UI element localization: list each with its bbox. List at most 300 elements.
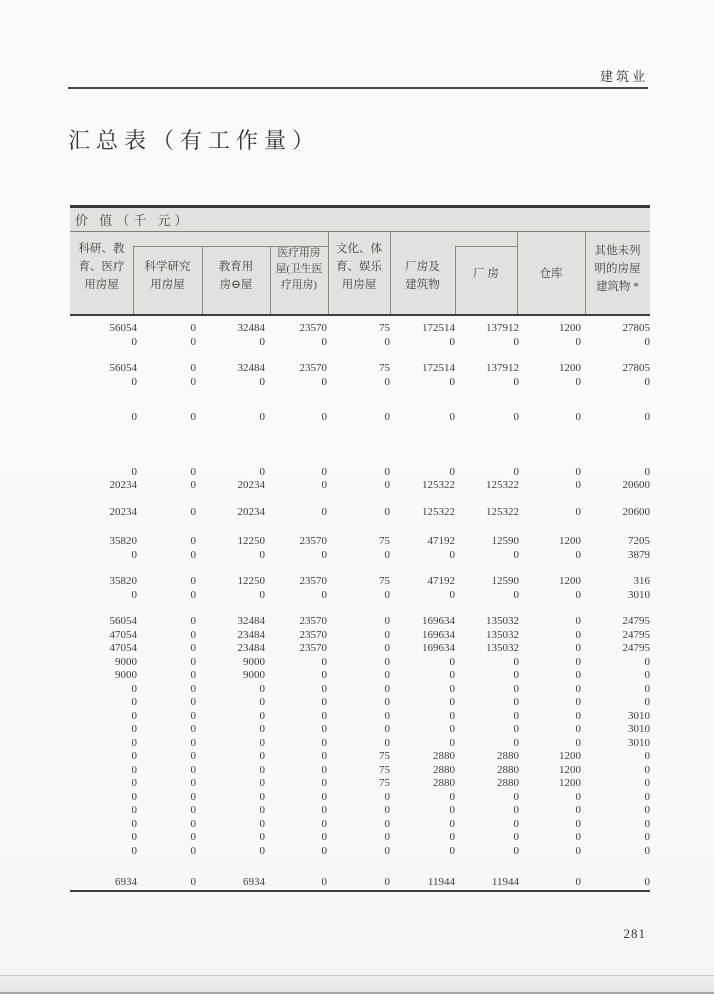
table-cell: 23570	[299, 642, 327, 654]
table-row	[70, 362, 650, 376]
page-number: 281	[623, 926, 646, 941]
table-row	[70, 466, 650, 480]
table-cell: 0	[513, 723, 519, 735]
table-cell: 0	[131, 588, 137, 601]
table-cell: 0	[131, 375, 137, 388]
table-cell: 0	[449, 723, 455, 735]
table-cell: 0	[513, 709, 519, 722]
table-row	[70, 411, 650, 425]
row-group	[70, 506, 650, 520]
table-cell: 12250	[237, 535, 265, 547]
table-cell: 47054	[109, 628, 137, 641]
table-cell: 0	[513, 411, 519, 423]
table-row	[70, 642, 650, 656]
column-header-line: 医疗用房	[277, 247, 321, 259]
table-cell: 0	[321, 736, 327, 749]
table-cell: 0	[190, 682, 196, 695]
table-cell: 0	[131, 465, 137, 478]
table-cell: 0	[321, 335, 327, 348]
table-cell: 0	[575, 615, 581, 627]
column-header-line: 科学研究	[144, 261, 191, 273]
column-header-line: 建筑物 *	[595, 281, 640, 293]
table-cell: 0	[321, 709, 327, 722]
column-header-8	[517, 265, 585, 283]
table-row	[70, 669, 650, 683]
table-cell: 0	[644, 844, 650, 857]
table-cell: 0	[131, 411, 137, 423]
table-row	[70, 683, 650, 697]
table-row	[70, 656, 650, 670]
table-cell: 0	[644, 817, 650, 830]
table-cell: 0	[259, 817, 265, 830]
table-row	[70, 696, 650, 710]
table-cell: 2880	[433, 750, 455, 762]
table-row	[70, 615, 650, 629]
table-cell: 20234	[237, 479, 265, 491]
table-cell: 0	[384, 335, 390, 348]
table-cell: 6934	[115, 876, 137, 888]
table-cell: 0	[321, 723, 327, 735]
column-header-line: 科研、教	[78, 243, 125, 255]
running-head-section-label: 建筑业	[599, 69, 648, 84]
row-group	[70, 322, 650, 349]
table-row	[70, 322, 650, 336]
table-cell: 47054	[109, 642, 137, 654]
table-cell: 75	[379, 750, 390, 762]
table-cell: 0	[575, 817, 581, 830]
table-cell: 24795	[622, 628, 650, 641]
table-cell: 0	[575, 831, 581, 843]
table-cell: 0	[190, 804, 196, 816]
table-cell: 0	[131, 709, 137, 722]
table-cell: 35820	[109, 575, 137, 587]
table-cell: 1200	[559, 763, 581, 776]
table-cell: 24795	[622, 615, 650, 627]
table-cell: 0	[384, 642, 390, 654]
table-cell: 3010	[628, 723, 650, 735]
table-cell: 75	[379, 362, 390, 374]
table-cell: 169634	[422, 615, 455, 627]
table-cell: 56054	[109, 322, 137, 334]
header-subgroup-topline	[455, 246, 517, 247]
row-group	[70, 411, 650, 425]
column-header-3	[202, 258, 270, 294]
table-cell: 0	[384, 723, 390, 735]
table-row	[70, 629, 650, 643]
table-cell: 0	[449, 709, 455, 722]
table-cell: 1200	[559, 750, 581, 762]
table-cell: 1200	[559, 777, 581, 789]
table-cell: 0	[575, 465, 581, 478]
table-cell: 2880	[433, 777, 455, 789]
table-cell: 0	[384, 790, 390, 803]
column-header-line: 屋(卫生医	[275, 263, 323, 275]
row-group	[70, 535, 650, 562]
column-header-line: 建筑物	[405, 279, 440, 291]
table-cell: 47192	[427, 535, 455, 547]
table-cell: 0	[384, 736, 390, 749]
table-cell: 9000	[243, 655, 265, 668]
table-row	[70, 336, 650, 350]
column-header-line: 仓库	[539, 268, 563, 280]
table-cell: 0	[190, 505, 196, 518]
table-cell: 1200	[559, 322, 581, 334]
table-cell: 0	[644, 655, 650, 668]
table-cell: 0	[190, 736, 196, 749]
table-cell: 0	[321, 655, 327, 668]
table-cell: 0	[575, 505, 581, 518]
table-cell: 0	[131, 844, 137, 857]
table-cell: 0	[384, 669, 390, 681]
column-header-5	[328, 240, 390, 294]
table-cell: 12590	[491, 575, 519, 587]
table-row	[70, 845, 650, 859]
table-cell: 0	[575, 642, 581, 654]
table-cell: 0	[644, 831, 650, 843]
table-cell: 32484	[237, 322, 265, 334]
table-cell: 0	[384, 817, 390, 830]
table-row	[70, 831, 650, 845]
column-header-7	[455, 265, 517, 283]
table-cell: 0	[513, 736, 519, 749]
table-cell: 6934	[243, 876, 265, 888]
table-cell: 0	[449, 844, 455, 857]
column-header-6	[390, 258, 455, 294]
table-cell: 0	[644, 411, 650, 423]
table-cell: 169634	[422, 628, 455, 641]
table-cell: 0	[190, 790, 196, 803]
table-row	[70, 535, 650, 549]
table-cell: 0	[259, 736, 265, 749]
table-cell: 137912	[486, 322, 519, 334]
table-cell: 0	[259, 588, 265, 601]
scan-edge	[0, 975, 714, 994]
table-cell: 0	[449, 831, 455, 843]
table-cell: 56054	[109, 615, 137, 627]
table-cell: 0	[190, 709, 196, 722]
table-cell: 0	[449, 669, 455, 681]
table-cell: 0	[449, 655, 455, 668]
table-cell: 316	[633, 575, 650, 587]
column-header-line: 用房屋	[84, 279, 119, 291]
table-cell: 0	[384, 479, 390, 491]
table-cell: 0	[259, 709, 265, 722]
table-cell: 0	[449, 790, 455, 803]
table-cell: 0	[131, 790, 137, 803]
band-label: 价 值（千 元）	[75, 213, 192, 228]
table-cell: 0	[259, 844, 265, 857]
table-cell: 1200	[559, 575, 581, 587]
table-cell: 0	[321, 411, 327, 423]
table-row	[70, 737, 650, 751]
table-cell: 0	[190, 375, 196, 388]
table-cell: 172514	[422, 362, 455, 374]
table-cell: 0	[384, 876, 390, 888]
table-cell: 7205	[628, 535, 650, 547]
page-title: 汇总表（有工作量）	[68, 128, 321, 153]
table-cell: 75	[379, 763, 390, 776]
table-header-row	[70, 232, 650, 316]
table-band	[70, 205, 650, 232]
table-cell: 135032	[486, 628, 519, 641]
table-cell: 1200	[559, 535, 581, 547]
table-cell: 0	[513, 682, 519, 695]
table-cell: 125322	[486, 505, 519, 518]
table-row	[70, 876, 650, 890]
row-group	[70, 876, 650, 890]
table-row	[70, 575, 650, 589]
table-cell: 0	[449, 465, 455, 478]
table-cell: 0	[384, 465, 390, 478]
table-cell: 135032	[486, 615, 519, 627]
column-header-line: 疗用房)	[281, 279, 317, 291]
table-cell: 0	[190, 642, 196, 654]
table-cell: 0	[259, 723, 265, 735]
table-cell: 23484	[237, 642, 265, 654]
table-cell: 0	[575, 669, 581, 681]
table-cell: 0	[259, 465, 265, 478]
table-cell: 0	[321, 876, 327, 888]
table-cell: 0	[575, 479, 581, 491]
table-cell: 0	[131, 548, 137, 561]
table-cell: 0	[449, 335, 455, 348]
table-cell: 0	[131, 335, 137, 348]
table-cell: 0	[384, 682, 390, 695]
table-cell: 0	[321, 804, 327, 816]
table-cell: 2880	[497, 777, 519, 789]
table-cell: 0	[131, 777, 137, 789]
column-header-line: 教育用	[218, 261, 254, 273]
table-cell: 0	[513, 588, 519, 601]
table-row	[70, 750, 650, 764]
table-cell: 0	[259, 335, 265, 348]
table-cell: 75	[379, 535, 390, 547]
table-cell: 23484	[237, 628, 265, 641]
table-cell: 0	[190, 411, 196, 423]
table-row	[70, 764, 650, 778]
table-cell: 20234	[109, 505, 137, 518]
table-cell: 0	[321, 548, 327, 561]
table-cell: 125322	[422, 479, 455, 491]
table-cell: 0	[259, 777, 265, 789]
table-cell: 0	[384, 831, 390, 843]
table-cell: 0	[190, 465, 196, 478]
table-row	[70, 818, 650, 832]
table-cell: 0	[449, 736, 455, 749]
table-cell: 0	[190, 777, 196, 789]
table-cell: 137912	[486, 362, 519, 374]
table-cell: 0	[190, 362, 196, 374]
table-cell: 0	[513, 465, 519, 478]
table-cell: 0	[190, 669, 196, 681]
table-cell: 20600	[622, 505, 650, 518]
table-row	[70, 723, 650, 737]
table-cell: 0	[131, 804, 137, 816]
table-cell: 3879	[628, 548, 650, 561]
table-cell: 20600	[622, 479, 650, 491]
table-cell: 0	[384, 548, 390, 561]
table-cell: 0	[575, 844, 581, 857]
column-header-line: 用房屋	[341, 279, 377, 291]
table-cell: 23570	[299, 535, 327, 547]
table-cell: 27805	[622, 322, 650, 334]
table-cell: 1200	[559, 362, 581, 374]
table-cell: 169634	[422, 642, 455, 654]
table-cell: 0	[259, 548, 265, 561]
table-cell: 0	[449, 548, 455, 561]
table-cell: 0	[513, 804, 519, 816]
column-header-line: 用房屋	[150, 279, 185, 291]
table-cell: 23570	[299, 615, 327, 627]
table-cell: 27805	[622, 362, 650, 374]
table-cell: 0	[384, 804, 390, 816]
table-cell: 0	[513, 696, 519, 708]
table-cell: 0	[259, 763, 265, 776]
column-header-line: 厂房及	[405, 261, 440, 273]
table-cell: 0	[575, 876, 581, 888]
table-cell: 0	[513, 548, 519, 561]
table-cell: 0	[644, 669, 650, 681]
table-cell: 0	[131, 682, 137, 695]
table-cell: 0	[575, 588, 581, 601]
table-cell: 0	[190, 335, 196, 348]
table-cell: 125322	[422, 505, 455, 518]
table-cell: 0	[449, 375, 455, 388]
table-cell: 0	[575, 375, 581, 388]
table-cell: 0	[575, 804, 581, 816]
table-cell: 125322	[486, 479, 519, 491]
table-cell: 3010	[628, 709, 650, 722]
table-cell: 0	[575, 723, 581, 735]
table-cell: 0	[575, 709, 581, 722]
table-row	[70, 479, 650, 493]
table-cell: 0	[644, 696, 650, 708]
table-cell: 0	[190, 588, 196, 601]
table-cell: 0	[321, 831, 327, 843]
table-cell: 0	[513, 831, 519, 843]
table-cell: 23570	[299, 628, 327, 641]
table-cell: 0	[321, 777, 327, 789]
table-cell: 0	[384, 588, 390, 601]
table-cell: 0	[575, 682, 581, 695]
table-cell: 0	[513, 790, 519, 803]
table-cell: 0	[449, 411, 455, 423]
table-row	[70, 549, 650, 563]
table-cell: 0	[131, 763, 137, 776]
table-cell: 0	[259, 682, 265, 695]
table-cell: 0	[513, 375, 519, 388]
table-row	[70, 710, 650, 724]
table-cell: 172514	[422, 322, 455, 334]
column-header-line: 房⊖屋	[219, 279, 253, 291]
running-head-rule	[68, 87, 648, 89]
table-cell: 0	[190, 723, 196, 735]
table-cell: 0	[190, 844, 196, 857]
table-cell: 32484	[237, 362, 265, 374]
table-cell: 0	[449, 682, 455, 695]
table-cell: 0	[131, 750, 137, 762]
table-cell: 0	[644, 682, 650, 695]
table-cell: 23570	[299, 362, 327, 374]
row-group	[70, 362, 650, 389]
table-row	[70, 791, 650, 805]
column-header-line: 育、医疗	[78, 261, 125, 273]
table-cell: 0	[321, 505, 327, 518]
table-cell: 0	[190, 548, 196, 561]
table-cell: 0	[131, 696, 137, 708]
table-row	[70, 376, 650, 390]
table-cell: 0	[259, 804, 265, 816]
table-cell: 0	[321, 790, 327, 803]
table-cell: 0	[321, 696, 327, 708]
table-cell: 0	[644, 790, 650, 803]
table-cell: 9000	[115, 669, 137, 681]
table-cell: 0	[644, 465, 650, 478]
table-cell: 0	[321, 588, 327, 601]
table-cell: 24795	[622, 642, 650, 654]
table-cell: 11944	[427, 876, 455, 888]
table-cell: 0	[513, 844, 519, 857]
table-cell: 0	[644, 777, 650, 789]
table-cell: 56054	[109, 362, 137, 374]
summary-table	[70, 205, 650, 892]
table-cell: 20234	[237, 505, 265, 518]
table-cell: 0	[575, 335, 581, 348]
table-cell: 0	[513, 669, 519, 681]
table-cell: 2880	[497, 750, 519, 762]
table-cell: 0	[575, 628, 581, 641]
row-group	[70, 466, 650, 493]
table-cell: 0	[321, 750, 327, 762]
table-cell: 0	[259, 790, 265, 803]
table-cell: 0	[259, 831, 265, 843]
table-cell: 2880	[433, 763, 455, 776]
table-cell: 0	[384, 411, 390, 423]
table-cell: 20234	[109, 479, 137, 491]
table-cell: 9000	[243, 669, 265, 681]
table-cell: 0	[259, 696, 265, 708]
column-header-line: 文化、体	[336, 243, 382, 255]
row-group	[70, 615, 650, 858]
row-group	[70, 575, 650, 602]
column-header-1	[70, 240, 133, 294]
table-cell: 0	[321, 465, 327, 478]
table-cell: 0	[190, 479, 196, 491]
table-cell: 0	[259, 750, 265, 762]
table-row	[70, 506, 650, 520]
column-header-line: 其他未列	[594, 245, 641, 257]
table-cell: 35820	[109, 535, 137, 547]
table-cell: 0	[190, 322, 196, 334]
table-cell: 0	[190, 876, 196, 888]
table-cell: 0	[321, 479, 327, 491]
table-cell: 0	[384, 375, 390, 388]
table-cell: 0	[449, 804, 455, 816]
table-cell: 0	[321, 669, 327, 681]
table-cell: 23570	[299, 322, 327, 334]
table-cell: 2880	[497, 763, 519, 776]
table-cell: 0	[190, 535, 196, 547]
table-cell: 0	[575, 411, 581, 423]
table-cell: 0	[131, 817, 137, 830]
table-cell: 0	[131, 736, 137, 749]
table-cell: 135032	[486, 642, 519, 654]
table-cell: 0	[190, 655, 196, 668]
table-cell: 75	[379, 777, 390, 789]
table-row	[70, 777, 650, 791]
table-cell: 75	[379, 322, 390, 334]
table-cell: 75	[379, 575, 390, 587]
